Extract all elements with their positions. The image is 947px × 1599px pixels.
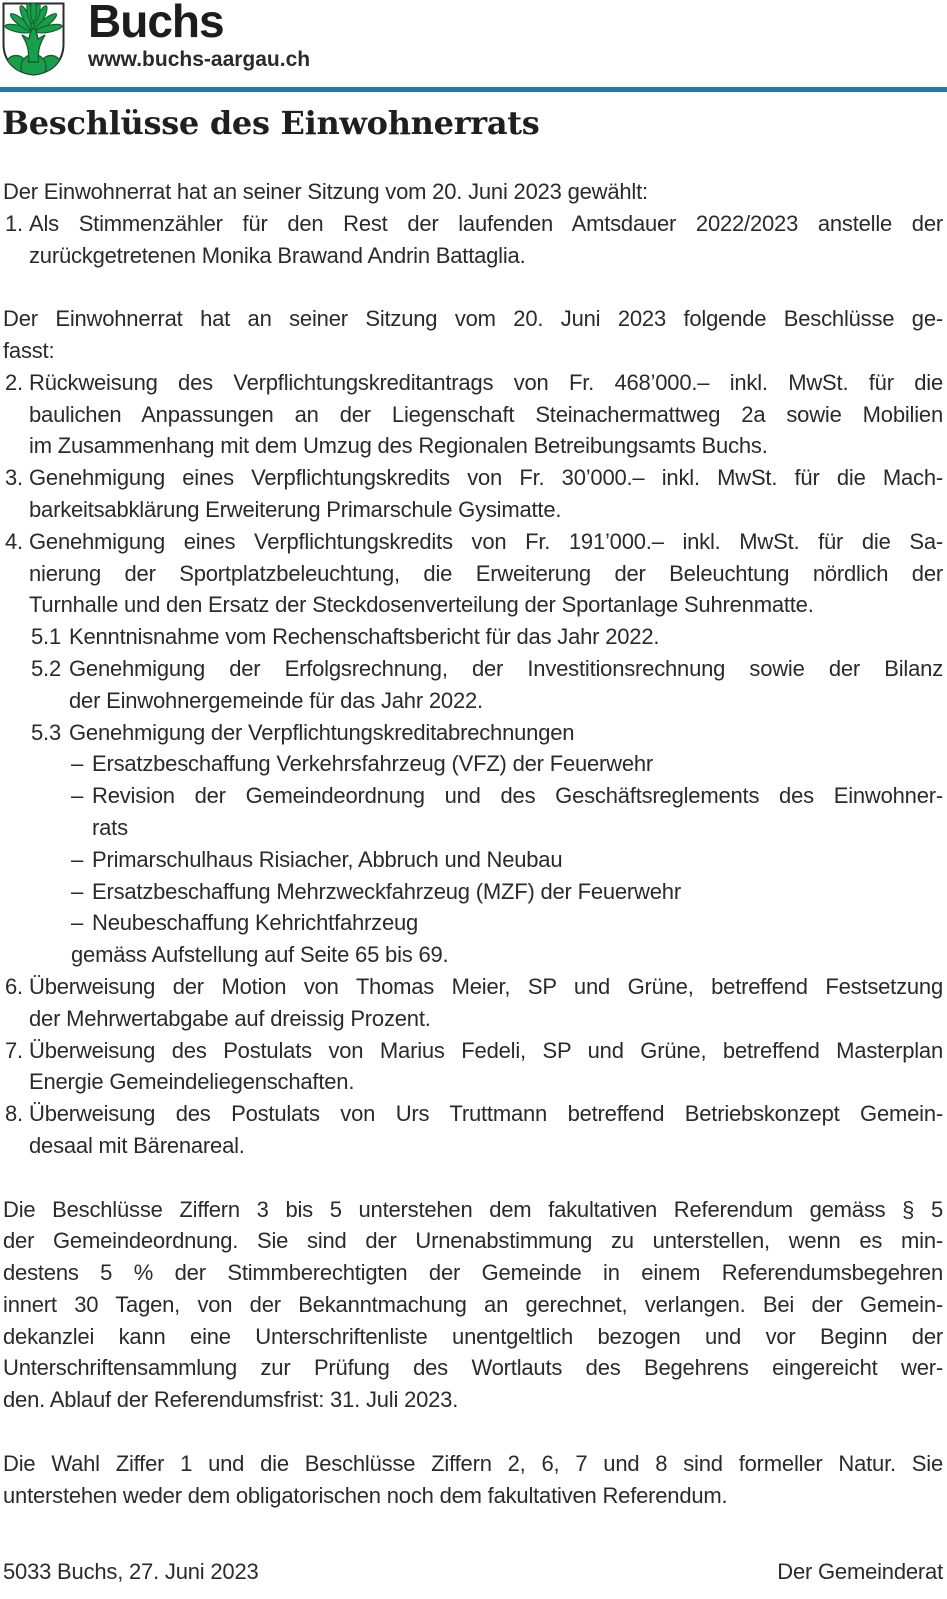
text-line: Die Wahl Ziffer 1 und die Beschlüsse Ziffern 2, 6, 7 und 8 sind formeller Natur. Sie <box>3 1450 943 1476</box>
text-line: der Einwohnergemeinde für das Jahr 2022. <box>69 687 483 713</box>
text-line: – Ersatzbeschaffung Mehrzweckfahrzeug (MZF) der Feuerwehr <box>3 876 943 908</box>
text-line: zurückgetretenen Monika Brawand Andrin Battaglia. <box>29 242 526 268</box>
line-label: 6. <box>5 973 23 999</box>
text-line: – Primarschulhaus Risiacher, Abbruch und Neubau <box>3 844 943 876</box>
text-line: – Ersatzbeschaffung Verkehrsfahrzeug (VFZ) der Feuerwehr <box>3 748 943 780</box>
line-label: – <box>71 846 84 872</box>
text-line: 5.2 Genehmigung der Erfolgsrechnung, der Investitionsrechnung sowie der Bilanz <box>3 653 943 685</box>
municipality-name: Buchs <box>88 0 224 47</box>
text-line: 3. Genehmigung eines Verpflichtungskredits von Fr. 30’000.– inkl. MwSt. für die Mach- <box>3 462 943 494</box>
page-title: Beschlüsse des Einwohnerrats <box>2 104 540 142</box>
text-line: 7. Überweisung des Postulats von Marius Fedeli, SP und Grüne, betreffend Masterplan <box>3 1035 943 1067</box>
municipality-website: www.buchs-aargau.ch <box>88 48 311 71</box>
text-line: 1. Als Stimmenzähler für den Rest der laufenden Amtsdauer 2022/2023 anstelle der <box>3 208 943 240</box>
text-line: – Neubeschaffung Kehrichtfahrzeug <box>3 907 943 939</box>
text-line: Der Einwohnerrat hat an seiner Sitzung vom 20. Juni 2023 gewählt: <box>3 179 648 204</box>
text-line: baulichen Anpassungen an der Liegenschaft Steinachermattweg 2a sowie Mobilien <box>29 401 943 427</box>
text-line: 5.3 Genehmigung der Verpflichtungskreditabrechnungen <box>3 717 943 749</box>
line-label: 5.1 <box>31 624 61 650</box>
text-line: Unterschriftensammlung zur Prüfung des Wortlauts des Begehrens eingereicht wer- <box>3 1355 943 1381</box>
text-line: der Gemeindeordnung. Sie sind der Urnenabstimmung zu unterstellen, wenn es min- <box>3 1228 943 1254</box>
text-line: den. Ablauf der Referendumsfrist: 31. Juli 2023. <box>3 1387 459 1413</box>
text-line: fasst: <box>3 337 55 363</box>
document-footer <box>3 1556 943 1588</box>
text-line: im Zusammenhang mit dem Umzug des Regionalen Betreibungsamts Buchs. <box>29 433 768 459</box>
document-body <box>3 176 943 1511</box>
line-label: 8. <box>5 1101 23 1127</box>
buchs-coat-of-arms-icon <box>2 2 65 76</box>
text-line: Energie Gemeindeliegenschaften. <box>29 1069 355 1095</box>
text-line: barkeitsabklärung Erweiterung Primarschule Gysimatte. <box>29 496 562 522</box>
blank-line <box>3 1162 943 1194</box>
text-line: 2. Rückweisung des Verpflichtungskreditantrags von Fr. 468’000.– inkl. MwSt. für die <box>3 367 943 399</box>
header-divider <box>0 87 947 92</box>
text-line: desaal mit Bärenareal. <box>29 1132 245 1158</box>
blank-line <box>3 1416 943 1448</box>
text-line: 6. Überweisung der Motion von Thomas Meier, SP und Grüne, betreffend Festsetzung <box>3 971 943 1003</box>
line-label: 4. <box>5 528 23 554</box>
text-line: nierung der Sportplatzbeleuchtung, die Erweiterung der Beleuchtung nördlich der <box>29 560 943 586</box>
footer-place-date: 5033 Buchs, 27. Juni 2023 <box>3 1559 259 1584</box>
text-line: gemäss Aufstellung auf Seite 65 bis 69. <box>71 942 449 968</box>
text-line: destens 5 % der Stimmberechtigten der Gemeinde in einem Referendumsbegehren <box>3 1260 943 1286</box>
line-label: – <box>71 783 84 809</box>
line-label: 2. <box>5 369 23 395</box>
line-label: – <box>71 751 84 777</box>
text-line: innert 30 Tagen, von der Bekanntmachung an gerechnet, verlangen. Bei der Gemein- <box>3 1291 943 1317</box>
text-line: Der Einwohnerrat hat an seiner Sitzung vom 20. Juni 2023 folgende Beschlüsse ge- <box>3 306 943 332</box>
line-label: 5.3 <box>31 719 61 745</box>
line-label: – <box>71 878 84 904</box>
text-line: dekanzlei kann eine Unterschriftenliste unentgeltlich bezogen und vor Beginn der <box>3 1323 943 1349</box>
line-label: 1. <box>5 210 23 236</box>
line-label: 7. <box>5 1037 23 1063</box>
text-line: 8. Überweisung des Postulats von Urs Truttmann betreffend Betriebskonzept Gemein- <box>3 1098 943 1130</box>
text-line: rats <box>92 814 128 840</box>
footer-signature: Der Gemeinderat <box>777 1559 943 1584</box>
text-line: unterstehen weder dem obligatorischen noch dem fakultativen Referendum. <box>3 1482 728 1508</box>
text-line: 5.1 Kenntnisnahme vom Rechenschaftsbericht für das Jahr 2022. <box>3 621 943 653</box>
text-line: 4. Genehmigung eines Verpflichtungskredits von Fr. 191’000.– inkl. MwSt. für die Sa- <box>3 526 943 558</box>
line-label: 5.2 <box>31 655 61 681</box>
text-line: der Mehrwertabgabe auf dreissig Prozent. <box>29 1005 431 1031</box>
text-line: – Revision der Gemeindeordnung und des Geschäftsreglements des Einwohner- <box>3 780 943 812</box>
line-label: 3. <box>5 465 23 491</box>
blank-line <box>3 271 943 303</box>
line-label: – <box>71 910 84 936</box>
text-line: Die Beschlüsse Ziffern 3 bis 5 unterstehen dem fakultativen Referendum gemäss § 5 <box>3 1196 943 1222</box>
text-line: Turnhalle und den Ersatz der Steckdosenverteilung der Sportanlage Suhrenmatte. <box>29 592 814 618</box>
